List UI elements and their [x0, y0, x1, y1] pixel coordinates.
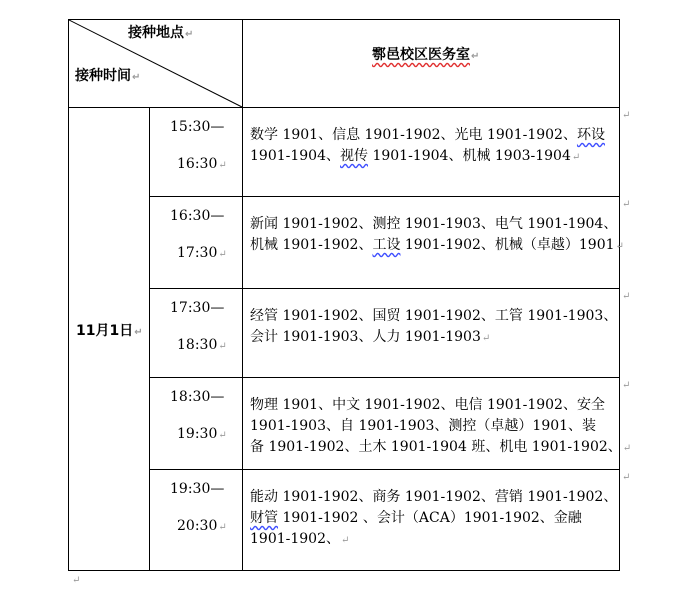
class-list-line	[250, 529, 617, 550]
class-list-cell	[250, 125, 605, 167]
class-list-line	[250, 508, 617, 529]
class-list-line	[250, 416, 631, 437]
row-end-mark: ↵	[622, 199, 631, 210]
class-list-line	[250, 306, 617, 327]
slot-start-time: 19:30—	[170, 481, 225, 497]
class-list-line	[250, 327, 617, 348]
paragraph-mark: ↵	[571, 152, 581, 163]
class-text: 环设	[576, 127, 605, 143]
class-list-line	[250, 395, 631, 416]
class-text: 会计 1901-1903、人力 1901-1903	[250, 329, 481, 345]
paragraph-mark: ↵	[218, 160, 227, 171]
place-header: 接种地点↵	[128, 25, 194, 41]
row-divider-4	[149, 469, 619, 470]
class-text: 1901-1902 、会计（ACA）1901-1902、金融	[278, 510, 582, 526]
class-text: 1901-1904、机械 1903-1904	[368, 148, 571, 164]
slot-end-time: 20:30↵	[177, 518, 227, 534]
class-text: 能动 1901-1902、商务 1901-1902、营销 1901-1902、	[250, 489, 618, 505]
schedule-table	[68, 19, 632, 571]
page-end-mark: ↵	[72, 575, 81, 586]
class-list-cell	[250, 306, 617, 348]
class-list-cell	[250, 487, 617, 550]
row-end-mark: ↵	[622, 472, 631, 483]
date-cell: 11月1日↵	[76, 323, 143, 339]
paragraph-mark: ↵	[218, 249, 227, 260]
slot-start-time: 18:30—	[170, 389, 225, 405]
class-list-line	[250, 437, 631, 458]
class-list-line	[250, 487, 617, 508]
paragraph-mark: ↵	[218, 341, 227, 352]
slot-start-time: 15:30—	[170, 119, 225, 135]
time-header: 接种时间↵	[75, 68, 141, 84]
paragraph-mark: ↵	[622, 443, 632, 454]
row-divider-1	[149, 196, 619, 197]
slot-start-time: 16:30—	[170, 208, 225, 224]
paragraph-mark: ↵	[218, 522, 227, 533]
row-divider-2	[149, 288, 619, 289]
class-text: 1901-1902、机械（卓越）1901	[400, 237, 615, 253]
class-text: 1901-1904、	[250, 148, 340, 164]
class-text: 财管	[250, 510, 278, 526]
location-header: 鄠邑校区医务室↵	[372, 47, 480, 63]
slot-start-time: 17:30—	[170, 300, 225, 316]
row-end-mark: ↵	[622, 291, 631, 302]
class-list-line	[250, 146, 605, 167]
row-divider-3	[149, 377, 619, 378]
class-text: 数学 1901、信息 1901-1902、光电 1901-1902、	[250, 127, 577, 143]
paragraph-mark: ↵	[341, 535, 350, 546]
class-list-line	[250, 235, 624, 256]
class-list-line	[250, 214, 624, 235]
class-text: 备 1901-1902、土木 1901-1904 班、机电 1901-1902、	[250, 439, 622, 455]
paragraph-mark: ↵	[615, 241, 624, 252]
class-text: 新闻 1901-1902、测控 1901-1903、电气 1901-1904、	[250, 216, 618, 232]
paragraph-mark: ↵	[481, 333, 491, 344]
slot-end-time: 16:30↵	[177, 156, 227, 172]
paragraph-mark: ↵	[218, 430, 227, 441]
column-divider-1	[149, 107, 150, 571]
class-list-cell	[250, 395, 631, 458]
class-list-line	[250, 125, 605, 146]
class-text: 机械 1901-1902、	[250, 237, 373, 253]
class-text: 物理 1901、中文 1901-1902、电信 1901-1902、安全	[250, 397, 605, 413]
class-list-cell	[250, 214, 624, 256]
slot-end-time: 17:30↵	[177, 245, 227, 261]
class-text: 1901-1903、自 1901-1903、测控（卓越）1901、装	[250, 418, 597, 434]
slot-end-time: 19:30↵	[177, 426, 227, 442]
slot-end-time: 18:30↵	[177, 337, 227, 353]
class-text: 工设	[372, 237, 401, 253]
row-end-mark: ↵	[622, 380, 631, 391]
class-text: 视传	[340, 148, 368, 164]
row-end-mark: ↵	[622, 110, 631, 121]
class-text: 1901-1902、	[250, 531, 340, 547]
class-text: 经管 1901-1902、国贸 1901-1902、工管 1901-1903、	[250, 308, 618, 324]
